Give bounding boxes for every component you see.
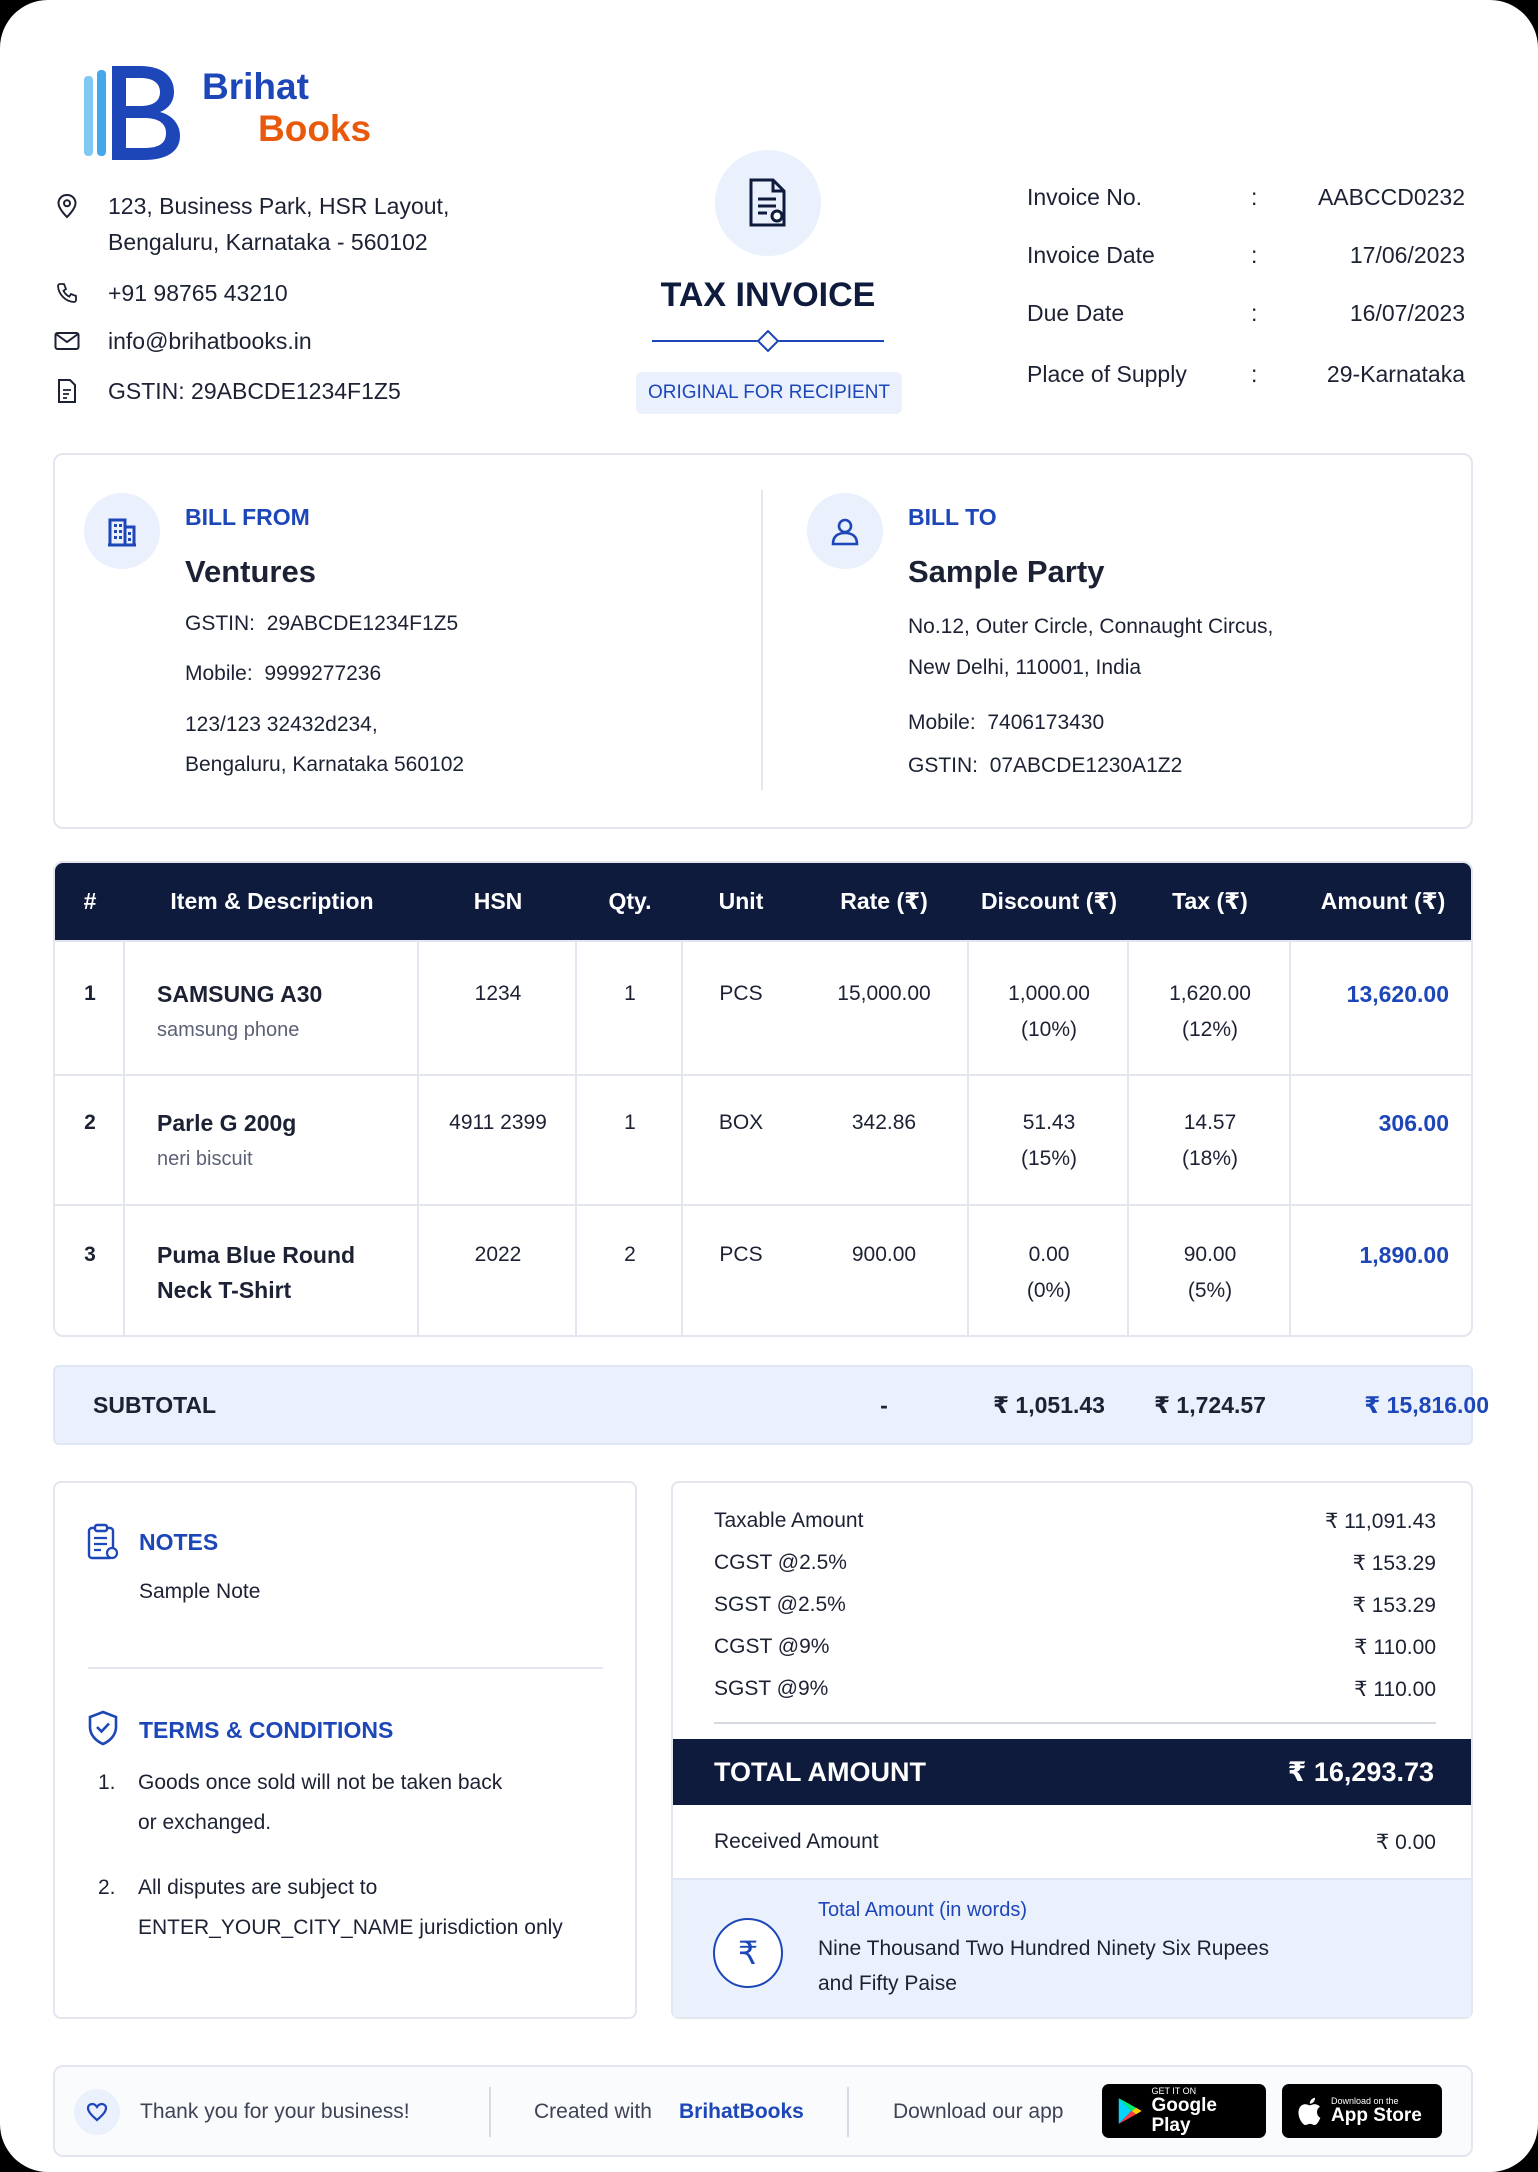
brand-name-line2: Books — [258, 108, 372, 149]
item-unit: PCS — [719, 1243, 763, 1266]
meta-value: 16/07/2023 — [1349, 300, 1465, 326]
bill-from-address-line1: 123/123 32432d234, — [185, 713, 378, 736]
location-pin-icon — [52, 191, 82, 221]
document-icon — [52, 376, 82, 406]
item-amount: 306.00 — [1378, 1110, 1449, 1136]
phone-icon — [52, 278, 82, 308]
total-amount-value: ₹ 16,293.73 — [1287, 1756, 1434, 1787]
meta-invoice-date — [1027, 242, 1465, 269]
brand-name-line1: Brihat — [202, 66, 309, 107]
item-discount-pct: (0%) — [1026, 1279, 1072, 1302]
bill-to-address-line2: New Delhi, 110001, India — [908, 656, 1142, 679]
col-header-unit: Unit — [718, 888, 764, 914]
bill-to-label: BILL TO — [908, 504, 997, 530]
item-rate: 15,000.00 — [837, 982, 931, 1005]
meta-colon: : — [1251, 184, 1258, 210]
mobile-label: Mobile: — [185, 662, 253, 685]
terms-item-line1: All disputes are subject to — [138, 1876, 378, 1899]
building-icon — [84, 493, 160, 569]
subtotal-rate: - — [880, 1391, 888, 1418]
meta-label: Invoice Date — [1027, 242, 1155, 268]
amount-in-words-line1: Nine Thousand Two Hundred Ninety Six Rupees — [818, 1937, 1269, 1960]
table-header — [55, 863, 1471, 940]
tax-value: ₹ 11,091.43 — [1324, 1510, 1436, 1533]
rupee-icon: ₹ — [713, 1918, 783, 1988]
mail-icon — [52, 326, 82, 356]
item-tax: 90.00 — [1183, 1243, 1237, 1266]
notes-clipboard-icon — [86, 1523, 120, 1566]
received-amount-value: ₹ 0.00 — [1375, 1831, 1436, 1854]
mobile-value: 9999277236 — [264, 662, 382, 685]
notes-title: NOTES — [139, 1529, 219, 1555]
tax-row-sgst-9 — [714, 1677, 1436, 1702]
item-qty: 2 — [624, 1243, 636, 1266]
gstin-label: GSTIN: — [908, 754, 979, 777]
bill-from-address-line2: Bengaluru, Karnataka 560102 — [185, 753, 465, 776]
table-row — [55, 940, 1471, 1074]
terms-item-line1: Goods once sold will not be taken back — [138, 1771, 503, 1794]
app-store-label: App Store — [1331, 2105, 1422, 2126]
item-tax-pct: (18%) — [1181, 1147, 1239, 1170]
invoice-document-icon — [745, 177, 791, 229]
terms-item-line2: or exchanged. — [138, 1811, 272, 1834]
item-discount-pct: (10%) — [1020, 1018, 1078, 1041]
footer-created-with: Created with — [534, 2100, 652, 2123]
meta-colon: : — [1251, 242, 1258, 268]
subtotal-tax: ₹ 1,724.57 — [1154, 1391, 1266, 1418]
tax-value: ₹ 110.00 — [1354, 1636, 1436, 1659]
terms-title: TERMS & CONDITIONS — [139, 1717, 394, 1743]
col-header-rate: Rate (₹) — [840, 888, 928, 914]
tax-label: CGST @9% — [714, 1635, 830, 1658]
row-num: 1 — [84, 982, 96, 1005]
col-header-qty: Qty. — [608, 888, 652, 914]
item-name-line2: Neck T-Shirt — [157, 1277, 292, 1303]
tax-row-taxable — [714, 1509, 1436, 1534]
google-play-label: Google Play — [1151, 2095, 1217, 2136]
received-amount-label: Received Amount — [714, 1830, 879, 1853]
footer-thanks: Thank you for your business! — [140, 2100, 410, 2123]
subtotal-label: SUBTOTAL — [93, 1391, 217, 1418]
total-amount-label: TOTAL AMOUNT — [714, 1756, 926, 1787]
heart-icon — [74, 2089, 120, 2135]
item-amount: 13,620.00 — [1346, 981, 1449, 1007]
item-rate: 900.00 — [851, 1243, 917, 1266]
tax-value: ₹ 153.29 — [1352, 1594, 1436, 1617]
bill-from-mobile — [185, 662, 381, 686]
item-hsn: 2022 — [474, 1243, 522, 1266]
meta-invoice-no — [1027, 184, 1465, 211]
company-address — [52, 188, 449, 260]
tax-label: CGST @2.5% — [714, 1551, 847, 1574]
footer-divider — [847, 2087, 849, 2137]
meta-colon: : — [1251, 300, 1258, 326]
notes-text: Sample Note — [139, 1580, 261, 1603]
tax-row-cgst-9 — [714, 1635, 1436, 1660]
footer-divider — [489, 2087, 491, 2137]
col-header-hsn: HSN — [473, 888, 523, 914]
address-line2: Bengaluru, Karnataka - 560102 — [108, 229, 428, 255]
footer-download-text: Download our app — [893, 2100, 1064, 2123]
item-amount: 1,890.00 — [1359, 1242, 1449, 1268]
item-tax: 14.57 — [1183, 1111, 1237, 1134]
google-play-small: GET IT ON — [1151, 2086, 1197, 2096]
item-qty: 1 — [624, 982, 636, 1005]
col-header-item: Item & Description — [170, 888, 374, 914]
google-play-button[interactable] — [1102, 2084, 1266, 2138]
tax-value: ₹ 110.00 — [1354, 1678, 1436, 1701]
diamond-ornament-icon — [757, 330, 780, 353]
col-header-num: # — [83, 888, 97, 914]
invoice-document-badge — [715, 150, 821, 256]
item-name: Puma Blue Round — [157, 1242, 356, 1268]
mobile-label: Mobile: — [908, 711, 976, 734]
phone-number: +91 98765 43210 — [108, 280, 288, 306]
bill-from-gstin — [185, 612, 458, 636]
bill-from-label: BILL FROM — [185, 504, 310, 530]
item-hsn: 4911 2399 — [449, 1111, 547, 1134]
bill-to-address-line1: No.12, Outer Circle, Connaught Circus, — [908, 615, 1274, 638]
company-gstin — [52, 373, 401, 409]
brihat-books-logo-icon — [82, 62, 192, 162]
terms-item-num: 1. — [98, 1771, 116, 1794]
address-line1: 123, Business Park, HSR Layout, — [108, 193, 450, 219]
tax-label: SGST @2.5% — [714, 1593, 846, 1616]
terms-item-num: 2. — [98, 1876, 116, 1899]
bill-from-name: Ventures — [185, 554, 316, 589]
item-rate: 342.86 — [851, 1111, 917, 1134]
total-amount-bar — [673, 1739, 1471, 1805]
item-qty: 1 — [624, 1111, 636, 1134]
items-table — [53, 861, 1473, 1337]
app-store-small: Download on the — [1331, 2096, 1399, 2106]
page-title: TAX INVOICE — [660, 276, 876, 314]
col-header-amount: Amount (₹) — [1320, 888, 1446, 914]
meta-place-of-supply — [1027, 361, 1465, 388]
gstin-value: 07ABCDE1230A1Z2 — [989, 754, 1183, 777]
item-discount: 1,000.00 — [1008, 982, 1090, 1005]
totals-divider — [714, 1722, 1436, 1724]
meta-due-date — [1027, 300, 1465, 327]
app-store-button[interactable] — [1282, 2084, 1442, 2138]
gstin-number: GSTIN: 29ABCDE1234F1Z5 — [108, 378, 401, 404]
footer-brand-link[interactable]: BrihatBooks — [679, 2100, 804, 2123]
shield-check-icon — [86, 1709, 120, 1752]
notes-divider — [88, 1667, 603, 1669]
company-phone — [52, 275, 288, 311]
item-description: samsung phone — [157, 1019, 300, 1041]
original-for-recipient-badge: ORIGINAL FOR RECIPIENT — [636, 372, 902, 414]
email-address: info@brihatbooks.in — [108, 328, 312, 354]
gstin-label: GSTIN: — [185, 612, 256, 635]
subtotal-discount: ₹ 1,051.43 — [993, 1391, 1105, 1418]
subtotal-bar — [53, 1365, 1489, 1445]
google-play-icon — [1116, 2095, 1143, 2127]
amount-in-words-title: Total Amount (in words) — [818, 1899, 1027, 1921]
item-hsn: 1234 — [474, 982, 522, 1005]
gstin-value: 29ABCDE1234F1Z5 — [266, 612, 459, 635]
table-row — [55, 1204, 1471, 1337]
col-header-discount: Discount (₹) — [980, 888, 1118, 914]
item-unit: PCS — [719, 982, 763, 1005]
row-num: 2 — [84, 1111, 96, 1134]
meta-label: Place of Supply — [1027, 361, 1187, 387]
meta-label: Invoice No. — [1027, 184, 1143, 210]
mobile-value: 7406173430 — [987, 711, 1105, 734]
bill-to-name: Sample Party — [908, 554, 1105, 589]
item-discount: 0.00 — [1028, 1243, 1070, 1266]
user-icon — [807, 493, 883, 569]
meta-value: 29-Karnataka — [1326, 361, 1465, 387]
company-email — [52, 323, 312, 359]
bill-to-mobile — [908, 711, 1104, 735]
item-description: neri biscuit — [157, 1148, 253, 1170]
tax-label: SGST @9% — [714, 1677, 829, 1700]
item-name: Parle G 200g — [157, 1110, 297, 1136]
tax-row-cgst-2-5 — [714, 1551, 1436, 1576]
terms-item-line2: ENTER_YOUR_CITY_NAME jurisdiction only — [138, 1916, 563, 1939]
tax-value: ₹ 153.29 — [1352, 1552, 1436, 1575]
tax-label: Taxable Amount — [714, 1509, 864, 1532]
item-tax-pct: (5%) — [1187, 1279, 1233, 1302]
tax-row-sgst-2-5 — [714, 1593, 1436, 1618]
table-row — [55, 1074, 1471, 1204]
item-tax-pct: (12%) — [1181, 1018, 1239, 1041]
apple-icon — [1296, 2096, 1322, 2126]
row-num: 3 — [84, 1243, 96, 1266]
received-amount-row — [714, 1830, 1436, 1855]
item-unit: BOX — [718, 1111, 764, 1134]
bill-to-gstin — [908, 754, 1182, 778]
item-discount: 51.43 — [1022, 1111, 1076, 1134]
meta-value: 17/06/2023 — [1349, 242, 1465, 268]
meta-label: Due Date — [1027, 300, 1125, 326]
meta-value: AABCCD0232 — [1317, 184, 1465, 210]
col-header-tax: Tax (₹) — [1172, 888, 1248, 914]
item-tax: 1,620.00 — [1169, 982, 1251, 1005]
meta-colon: : — [1251, 361, 1258, 387]
bill-divider — [761, 490, 763, 790]
subtotal-amount: ₹ 15,816.00 — [1364, 1391, 1489, 1418]
item-discount-pct: (15%) — [1020, 1147, 1078, 1170]
amount-in-words-line2: and Fifty Paise — [818, 1972, 957, 1995]
item-name: SAMSUNG A30 — [157, 981, 323, 1007]
